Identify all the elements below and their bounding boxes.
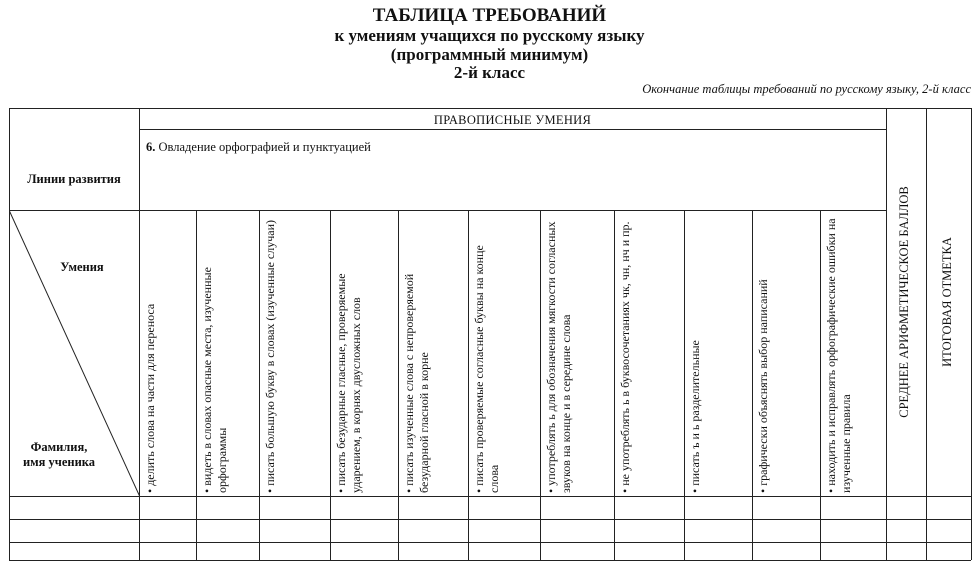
title-line3: (программный минимум) (390, 44, 589, 64)
skill-7: • употреблять ь для обозначения мягкости согласных звуков на конце и в середине слова (544, 221, 573, 493)
skill-4: • писать безударные гласные, проверяемые ударением, в корнях двусложных слов (334, 273, 363, 493)
table-subtitle: Окончание таблицы требований по русскому языку, 2-й класс (642, 82, 971, 96)
skill-2: • видеть в словах опасные места, изученные орфограммы (200, 267, 229, 493)
col-line-12 (926, 108, 927, 560)
col-line-4 (398, 210, 399, 560)
table-border-right (971, 108, 972, 560)
table-line-skills-bottom (9, 496, 971, 497)
title-block (0, 6, 979, 83)
final-mark-header: ИТОГОВАЯ ОТМЕТКА (940, 237, 954, 367)
row-label-skills: Умения (60, 260, 104, 274)
table-line-row2 (9, 542, 971, 543)
title-main: ТАБЛИЦА ТРЕБОВАНИЙ (372, 5, 607, 26)
skill-11: • находить и исправлять орфографические ошибки на изученные правила (824, 218, 853, 493)
col-line-1 (196, 210, 197, 560)
section-header: ПРАВОПИСНЫЕ УМЕНИЯ (433, 113, 592, 127)
row-label-student-line2: имя ученика (22, 455, 96, 469)
col-line-7 (614, 210, 615, 560)
skill-10: • графически объяснять выбор написаний (756, 279, 770, 493)
item-title: Овладение орфографией и пунктуацией (158, 140, 371, 154)
title-grade: 2-й класс (453, 63, 526, 83)
skill-3: • писать большую букву в словах (изученные случаи) (263, 219, 277, 493)
col-line-10 (820, 210, 821, 560)
col-line-8 (684, 210, 685, 560)
col-line-9 (752, 210, 753, 560)
table-line-development-bottom (9, 210, 886, 211)
col-line-11 (886, 108, 887, 560)
table-border-top (9, 108, 971, 109)
col-line-3 (330, 210, 331, 560)
table-line-row1 (9, 519, 971, 520)
row-label-development: Линии развития (27, 172, 121, 186)
skill-8: • не употреблять ь в буквосочетаниях чк, чн, нч и пр. (618, 221, 632, 493)
skill-9: • писать ъ и ь разделительные (688, 340, 702, 493)
skill-5: • писать изученные слова с непроверяемой безударной гласной в корне (402, 273, 431, 493)
title-line2: к умениям учащихся по русскому языку (334, 25, 645, 45)
row-label-student (9, 440, 109, 470)
row-label-student-line1: Фамилия, (30, 440, 88, 454)
col-line-2 (259, 210, 260, 560)
average-score-header: СРЕДНЕЕ АРИФМЕТИЧЕСКОЕ БАЛЛОВ (897, 186, 911, 418)
table-line-header-bottom (139, 129, 886, 130)
col-line-5 (468, 210, 469, 560)
item-heading (146, 140, 371, 155)
skill-1: • делить слова на части для переноса (143, 303, 157, 493)
col-line-6 (540, 210, 541, 560)
table-border-bottom (9, 560, 971, 561)
skill-6: • писать проверяемые согласные буквы на конце слова (472, 245, 501, 493)
item-number: 6. (146, 140, 156, 154)
